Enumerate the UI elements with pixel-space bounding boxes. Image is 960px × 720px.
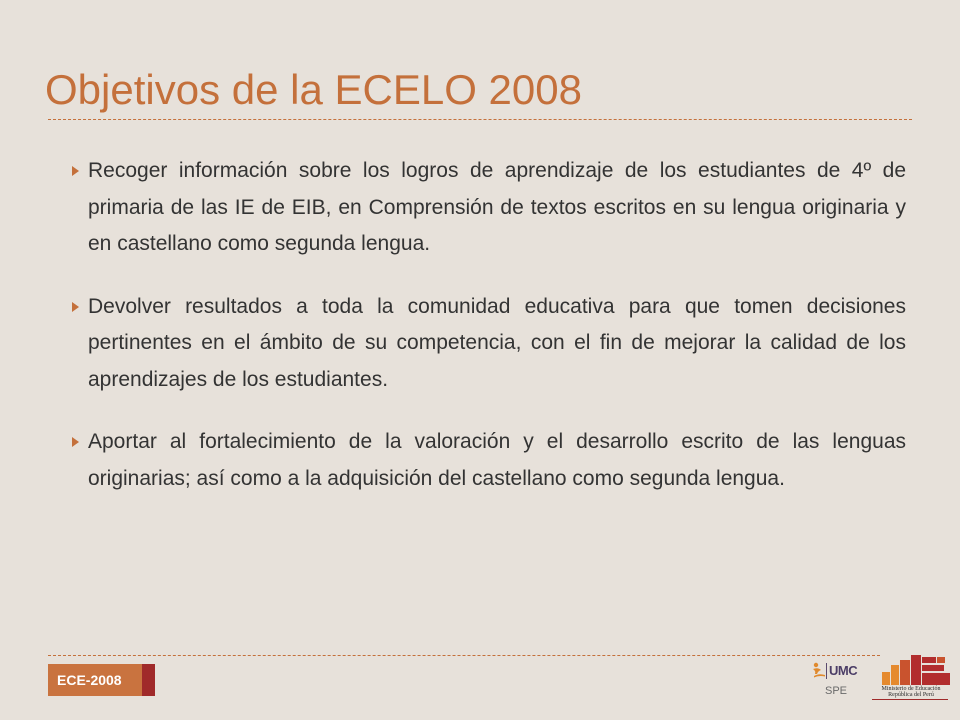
- ministry-underline: [872, 699, 948, 700]
- umc-logo: [812, 660, 864, 700]
- ministry-name: Ministerio de Educación: [881, 686, 941, 692]
- umc-label: UMC: [829, 663, 858, 678]
- objectives-list: [72, 153, 906, 523]
- title-divider: [48, 119, 912, 120]
- triangle-right-icon: [72, 302, 79, 312]
- slide-title: Objetivos de la ECELO 2008: [45, 66, 582, 113]
- objective-item: [72, 153, 906, 263]
- spe-label: SPE: [825, 685, 848, 697]
- umc-divider: [826, 663, 827, 679]
- objective-text: Devolver resultados a toda la comunidad educativa para que tomen decisiones pertinentes en el ámbito de su competencia, con el fin de mejorar la calidad de los aprendizajes de los estudiantes.: [88, 294, 906, 391]
- triangle-right-icon: [72, 166, 79, 176]
- objective-text: Aportar al fortalecimiento de la valoración y el desarrollo escrito de las lenguas originarias; así como a la adquisición del castellano como segunda lengua.: [88, 430, 906, 490]
- ministry-logo: [866, 652, 954, 702]
- objective-item: [72, 424, 906, 497]
- ministry-bars-logo: [866, 652, 954, 686]
- ministry-country: República del Perú: [888, 692, 934, 698]
- ece-badge: [48, 664, 155, 696]
- ece-badge-strip: [142, 664, 155, 696]
- triangle-right-icon: [72, 437, 79, 447]
- ece-badge-label: ECE-2008: [57, 672, 122, 688]
- footer-divider: [48, 655, 880, 656]
- umc-person-icon: [812, 662, 826, 678]
- objective-text: Recoger información sobre los logros de aprendizaje de los estudiantes de 4º de primaria de las IE de EIB, en Comprensión de textos escritos en su lengua originaria y en castellano como segunda lengua.: [88, 159, 906, 255]
- objective-item: [72, 289, 906, 399]
